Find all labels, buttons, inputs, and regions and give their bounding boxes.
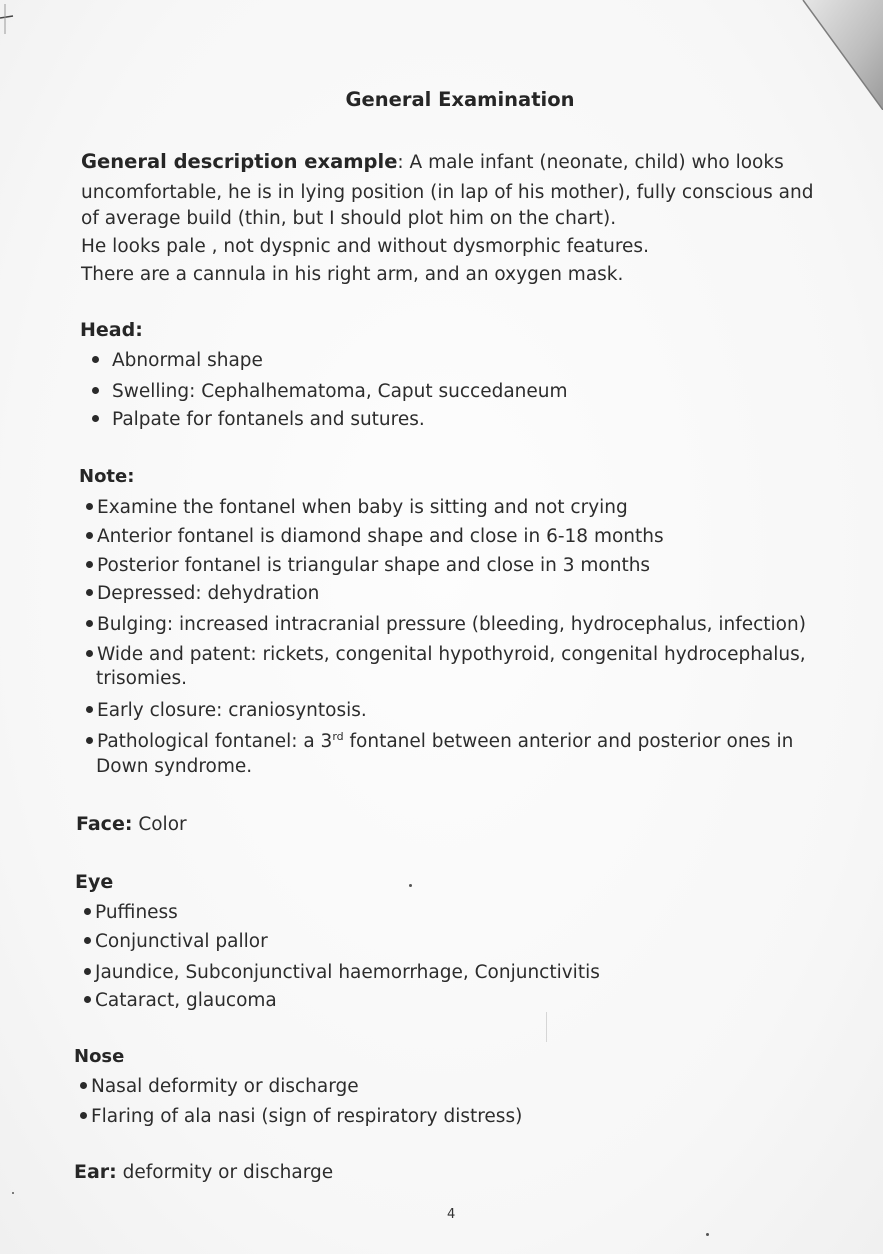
bullet-icon [86, 503, 93, 510]
general-description-line-1: General description example: A male infant (neonate, child) who looks [81, 150, 784, 173]
edge-mark [0, 4, 14, 34]
face-line: Face: Color [76, 813, 187, 835]
bullet-icon [80, 1082, 87, 1089]
note-item-continuation: trisomies. [96, 668, 188, 689]
general-description-line-3: of average build (thin, but I should plot him on the chart). [81, 208, 617, 229]
ear-line: Ear: deformity or discharge [74, 1161, 334, 1183]
ear-label: Ear: [74, 1161, 117, 1183]
eye-item: Cataract, glaucoma [84, 990, 277, 1011]
head-item: Palpate for fontanels and sutures. [92, 409, 425, 430]
note-item: Depressed: dehydration [86, 583, 319, 604]
nose-heading: Nose [74, 1046, 125, 1067]
note-item: Wide and patent: rickets, congenital hypothyroid, congenital hydrocephalus, [86, 644, 806, 665]
bullet-icon [86, 706, 93, 713]
nose-item: Nasal deformity or discharge [80, 1076, 359, 1097]
scan-speck [12, 1192, 14, 1194]
eye-item: Jaundice, Subconjunctival haemorrhage, Conjunctivitis [84, 962, 600, 983]
eye-item: Puffiness [84, 902, 178, 923]
bullet-icon [86, 737, 93, 744]
bullet-icon [84, 968, 91, 975]
bullet-icon [84, 996, 91, 1003]
note-heading: Note: [79, 466, 135, 487]
eye-heading: Eye [75, 871, 114, 893]
general-description-line-5: There are a cannula in his right arm, and an oxygen mask. [81, 264, 624, 285]
note-item: Posterior fontanel is triangular shape and close in 3 months [86, 555, 650, 576]
note-item: Anterior fontanel is diamond shape and close in 6-18 months [86, 526, 664, 547]
note-item: Early closure: craniosyntosis. [86, 700, 367, 721]
bullet-icon [92, 387, 99, 394]
bullet-icon [86, 650, 93, 657]
face-label: Face: [76, 813, 133, 835]
bullet-icon [80, 1112, 87, 1119]
scan-speck [409, 884, 412, 887]
scan-artifact-line [546, 1012, 547, 1042]
bullet-icon [86, 561, 93, 568]
head-item: Swelling: Cephalhematoma, Caput succedaneum [92, 381, 568, 402]
eye-item: Conjunctival pallor [84, 931, 268, 952]
bullet-icon [92, 415, 99, 422]
note-item: Pathological fontanel: a 3rd fontanel between anterior and posterior ones in [86, 731, 793, 752]
nose-item: Flaring of ala nasi (sign of respiratory distress) [80, 1106, 522, 1127]
general-description-label: General description example [81, 150, 398, 173]
bullet-icon [92, 356, 99, 363]
bullet-icon [86, 532, 93, 539]
head-heading: Head: [80, 319, 143, 341]
bullet-icon [86, 620, 93, 627]
general-description-line-2: uncomfortable, he is in lying position (in lap of his mother), fully conscious and [81, 182, 814, 203]
page-title: General Examination [345, 88, 575, 111]
page-number: 4 [447, 1207, 456, 1222]
note-item: Examine the fontanel when baby is sitting and not crying [86, 497, 628, 518]
bullet-icon [84, 937, 91, 944]
bullet-icon [86, 589, 93, 596]
head-item: Abnormal shape [92, 350, 263, 371]
note-item: Bulging: increased intracranial pressure (bleeding, hydrocephalus, infection) [86, 614, 806, 635]
scan-speck [706, 1233, 709, 1236]
bullet-icon [84, 908, 91, 915]
general-description-line-4: He looks pale , not dyspnic and without dysmorphic features. [81, 236, 649, 257]
note-item-continuation: Down syndrome. [96, 756, 253, 777]
